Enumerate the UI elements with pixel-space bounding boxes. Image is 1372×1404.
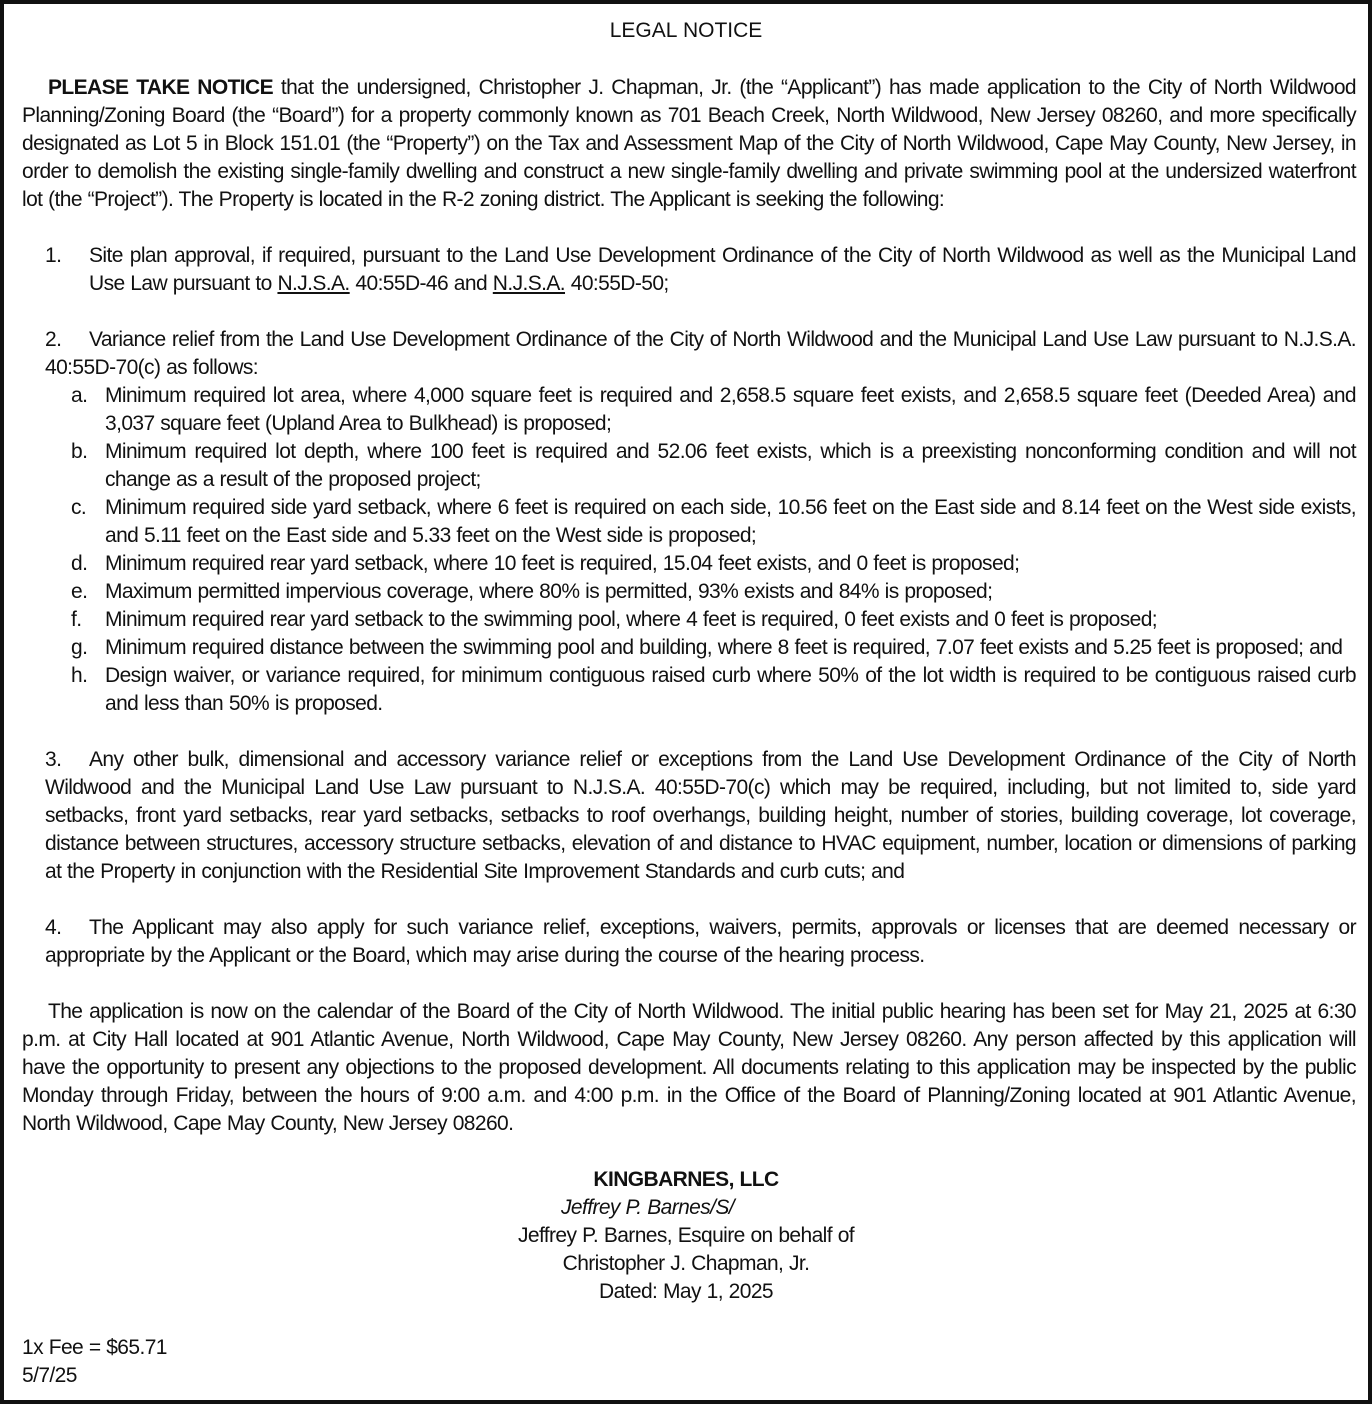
publication-date: 5/7/25 [22, 1364, 77, 1387]
sub-item-text: Design waiver, or variance required, for minimum contiguous raised curb where 50% of the lot width is required to be contiguous raised curb and less than 50% is proposed. [105, 664, 1356, 715]
sub-item-text: Minimum required rear yard setback to the swimming pool, where 4 feet is required, 0 feet exists and 0 feet is proposed; [105, 608, 1158, 631]
sub-item-c [71, 494, 1356, 550]
item-text: Any other bulk, dimensional and accessory variance relief or exceptions from the Land Use Development Ordinance of the City of North Wildwood and the Municipal Land Use Law pursuant to N.J.S.A. 40:55D-70(c) which may be required, including, but not limited to, side yard setbacks, front yard setbacks, rear yard setbacks, setbacks to roof overhangs, building height, number of stories, building coverage, lot coverage, distance between structures, accessory structure setbacks, elevation of and distance to HVAC equipment, number, location or dimensions of parking at the Property in conjunction with the Residential Site Improvement Standards and curb cuts; and [45, 748, 1356, 883]
intro-text: that the undersigned, Christopher J. Chapman, Jr. (the “Applicant”) has made application to the City of North Wildwood Planning/Zoning Board (the “Board”) for a property commonly known as 701 Beach Creek, North Wildwood, New Jersey 08260, and more specifically designated as Lot 5 in Block 151.01 (the “Property”) on the Tax and Assessment Map of the City of North Wildwood, Cape May County, New Jersey, in order to demolish the existing single-family dwelling and construct a new single-family dwelling and private swimming pool at the undersized waterfront lot (the “Project”). The Property is located in the R-2 zoning district. The Applicant is seeking the following: [22, 76, 1356, 211]
list-item-3 [45, 746, 1356, 886]
sub-item-e [71, 578, 1356, 606]
signature: Jeffrey P. Barnes/S/ [561, 1196, 735, 1219]
item-text: Site plan approval, if required, pursuant to the Land Use Development Ordinance of the City of North Wildwood as well as the Municipal Land Use Law pursuant to [89, 244, 1356, 295]
sub-item-a [71, 382, 1356, 438]
sub-item-f [71, 606, 1356, 634]
firm-name: KINGBARNES, LLC [593, 1168, 779, 1191]
sub-item-letter: e. [71, 580, 88, 603]
sub-item-letter: c. [71, 496, 87, 519]
item-number: 1. [45, 244, 62, 267]
sub-item-letter: b. [71, 440, 88, 463]
dated-line: Dated: May 1, 2025 [599, 1280, 773, 1303]
sub-item-letter: d. [71, 552, 88, 575]
client-name: Christopher J. Chapman, Jr. [562, 1252, 810, 1275]
item-number: 2. [45, 328, 62, 351]
sub-item-text: Minimum required rear yard setback, where 10 feet is required, 15.04 feet exists, and 0 feet is proposed; [105, 552, 1020, 575]
sub-item-text: Minimum required lot area, where 4,000 square feet is required and 2,658.5 square feet exists, and 2,658.5 square feet (Deeded Area) and 3,037 square feet (Upland Area to Bulkhead) is proposed; [105, 384, 1356, 435]
sub-item-g [71, 634, 1356, 662]
notice-title: LEGAL NOTICE [609, 19, 763, 42]
item-number: 4. [45, 916, 62, 939]
sub-item-letter: f. [71, 608, 82, 631]
sub-item-letter: a. [71, 384, 88, 407]
list-item-2 [45, 326, 1356, 382]
list-item-4 [45, 914, 1356, 970]
sub-item-h [71, 662, 1356, 718]
fee-line: 1x Fee = $65.71 [22, 1336, 167, 1359]
sub-item-letter: g. [71, 636, 88, 659]
hearing-paragraph: The application is now on the calendar of the Board of the City of North Wildwood. The initial public hearing has been set for May 21, 2025 at 6:30 p.m. at City Hall located at 901 Atlantic Avenue, North Wildwood, Cape May County, New Jersey 08260. Any person affected by this application will have the opportunity to present any objections to the proposed development. All documents relating to this application may be inspected by the public Monday through Friday, between the hours of 9:00 a.m. and 4:00 p.m. in the Office of the Board of Planning/Zoning located at 901 Atlantic Avenue, North Wildwood, Cape May County, New Jersey 08260. [22, 1000, 1356, 1135]
item-text: 40:55D-50; [565, 272, 669, 295]
list-item-1 [45, 242, 1356, 298]
sub-item-text: Minimum required distance between the swimming pool and building, where 8 feet is required, 7.07 feet exists and 5.25 feet is proposed; and [105, 636, 1343, 659]
sub-item-b [71, 438, 1356, 494]
sub-item-text: Minimum required side yard setback, where 6 feet is required on each side, 10.56 feet on the East side and 8.14 feet on the West side exists, and 5.11 feet on the East side and 5.33 feet on the West side is proposed; [105, 496, 1356, 547]
citation: N.J.S.A. [277, 272, 350, 295]
citation: N.J.S.A. [492, 272, 566, 295]
intro-lead: PLEASE TAKE NOTICE [48, 76, 274, 99]
item-number: 3. [45, 748, 62, 771]
sub-item-d [71, 550, 1356, 578]
signatory-line: Jeffrey P. Barnes, Esquire on behalf of [517, 1224, 855, 1247]
sub-item-text: Maximum permitted impervious coverage, where 80% is permitted, 93% exists and 84% is proposed; [105, 580, 993, 603]
intro-paragraph [22, 74, 1356, 214]
item-text: 40:55D-46 and [349, 272, 493, 295]
sub-item-letter: h. [71, 664, 88, 687]
item-text: The Applicant may also apply for such variance relief, exceptions, waivers, permits, approvals or licenses that are deemed necessary or appropriate by the Applicant or the Board, which may arise during the course of the hearing process. [45, 916, 1356, 967]
sub-item-text: Minimum required lot depth, where 100 feet is required and 52.06 feet exists, which is a preexisting nonconforming condition and will not change as a result of the proposed project; [105, 440, 1356, 491]
item-text: Variance relief from the Land Use Development Ordinance of the City of North Wildwood and the Municipal Land Use Law pursuant to N.J.S.A. 40:55D-70(c) as follows: [45, 328, 1356, 379]
